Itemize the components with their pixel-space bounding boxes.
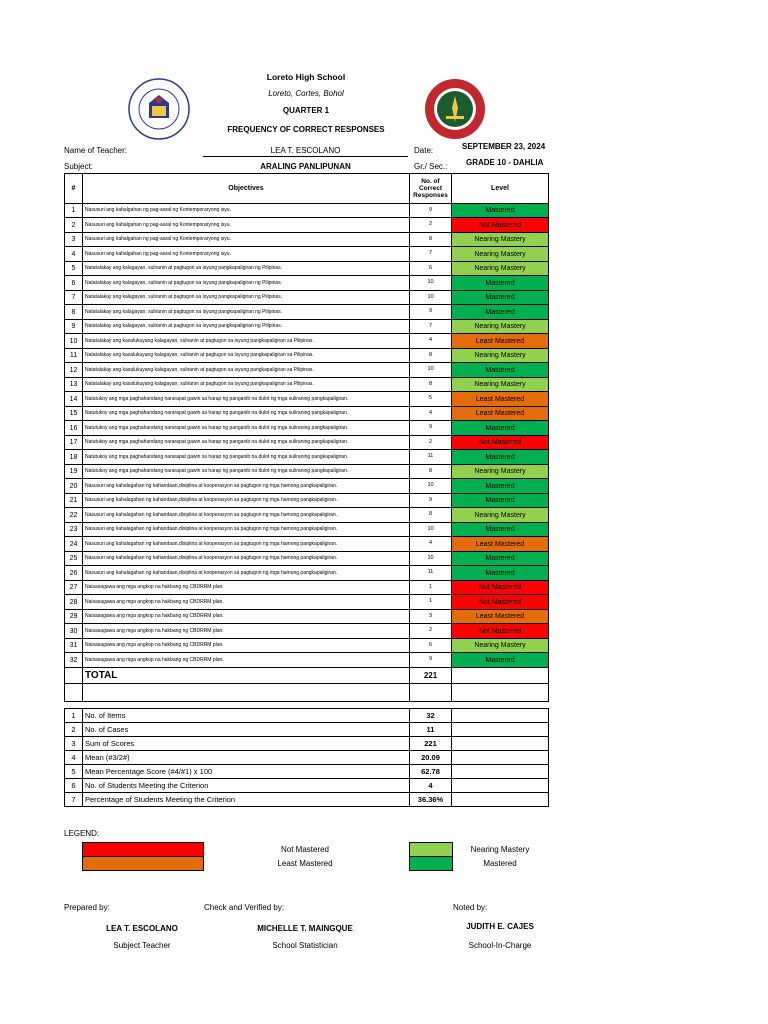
- row-correct: 10: [410, 291, 452, 305]
- stat-number: 6: [65, 779, 83, 793]
- legend-swatch-mastered: [409, 856, 453, 871]
- row-objective: Nasusuri ang kahalagahan ng kahandaan,disiplina at kooperasyon sa pagtugon ng mga hamong pangkapaligiran.: [83, 523, 410, 537]
- row-objective: Naisasagawa ang mga angkop na hakbang ng CBDRRM plan.: [83, 581, 410, 595]
- date-value: SEPTEMBER 23, 2024: [462, 142, 546, 151]
- prepared-role: Subject Teacher: [113, 941, 171, 950]
- table-row: [65, 349, 549, 363]
- table-row: [65, 639, 549, 653]
- table-row: [65, 291, 549, 305]
- legend-mastered-label: Mastered: [483, 859, 517, 868]
- table-row: [65, 320, 549, 334]
- row-number: 25: [65, 552, 83, 566]
- row-level: Mastered: [452, 305, 549, 320]
- stat-value: 36.36%: [410, 793, 452, 807]
- row-objective: Nasusuri ang kahalgahan ng pag-aaral ng Kontemporaryong isyu.: [83, 233, 410, 247]
- row-objective: Natutukoy ang mga paghahandang nararapat gawin sa harap ng panganib na dulot ng mga suliraning pangkapaligiran.: [83, 436, 410, 450]
- date-label: Date:: [414, 146, 434, 155]
- row-number: 2: [65, 218, 83, 233]
- checked-label: Check and Verified by:: [204, 903, 285, 912]
- row-number: 26: [65, 566, 83, 581]
- col-level: Level: [452, 174, 549, 204]
- row-number: 23: [65, 523, 83, 537]
- row-correct: 4: [410, 407, 452, 421]
- row-correct: 8: [410, 508, 452, 523]
- table-row: [65, 552, 549, 566]
- stats-row: [65, 793, 549, 807]
- row-objective: Naisasagawa ang mga angkop na hakbang ng CBDRRM plan.: [83, 610, 410, 624]
- row-objective: Nasusuri ang kahalgahan ng pag-aaral ng Kontemporaryong isyu.: [83, 218, 410, 233]
- row-number: 24: [65, 537, 83, 552]
- row-level: Least Mastered: [452, 407, 549, 421]
- row-level: Nearing Mastery: [452, 465, 549, 479]
- row-correct: 9: [410, 421, 452, 436]
- table-row: [65, 392, 549, 407]
- row-level: Mastered: [452, 479, 549, 494]
- prepared-name: LEA T. ESCOLANO: [106, 924, 178, 933]
- table-row: [65, 204, 549, 218]
- row-level: Least Mastered: [452, 334, 549, 349]
- row-correct: 9: [410, 305, 452, 320]
- stat-label: Sum of Scores: [83, 737, 410, 751]
- row-correct: 8: [410, 349, 452, 363]
- total-label: TOTAL: [83, 668, 410, 684]
- row-objective: Natatalakay ang kalagayan, suliranin at pagtugon sa isyung pangkapaligiran ng Pilipinas.: [83, 262, 410, 276]
- col-number: #: [65, 174, 83, 204]
- stat-number: 7: [65, 793, 83, 807]
- row-level: Nearing Mastery: [452, 262, 549, 276]
- row-number: 5: [65, 262, 83, 276]
- row-objective: Naisasagawa ang mga angkop na hakbang ng CBDRRM plan.: [83, 595, 410, 610]
- row-objective: Natatalakay ang kasalukuyang kalagayan, suliranin at pagtugon sa isyung pangkapaligiran sa Pilipinas.: [83, 334, 410, 349]
- row-correct: 3: [410, 610, 452, 624]
- stats-row: [65, 723, 549, 737]
- row-correct: 1: [410, 581, 452, 595]
- row-correct: 10: [410, 276, 452, 291]
- row-objective: Natutukoy ang mga paghahandang nararapat gawin sa harap ng panganib na dulot ng mga suliraning pangkapaligiran.: [83, 465, 410, 479]
- stats-table: [64, 708, 549, 807]
- teacher-name: LEA T. ESCOLANO: [203, 146, 408, 157]
- row-number: 10: [65, 334, 83, 349]
- row-objective: Nasusuri ang kahalagahan ng kahandaan,disiplina at kooperasyon sa pagtugon ng mga hamong pangkapaligiran.: [83, 479, 410, 494]
- row-level: Least Mastered: [452, 610, 549, 624]
- table-row: [65, 479, 549, 494]
- row-correct: 2: [410, 624, 452, 639]
- row-objective: Nasusuri ang kahalagahan ng kahandaan,disiplina at kooperasyon sa pagtugon ng mga hamong pangkapaligiran.: [83, 537, 410, 552]
- stats-row: [65, 765, 549, 779]
- table-row: [65, 465, 549, 479]
- row-correct: 6: [410, 639, 452, 653]
- stats-row: [65, 709, 549, 723]
- subject-label: Subject:: [64, 162, 93, 171]
- stats-row: [65, 751, 549, 765]
- row-correct: 8: [410, 233, 452, 247]
- responses-table: [64, 173, 549, 702]
- row-level: Mastered: [452, 653, 549, 668]
- row-number: 12: [65, 363, 83, 378]
- table-row: [65, 378, 549, 392]
- table-row: [65, 537, 549, 552]
- row-objective: Nasusuri ang kahalagahan ng kahandaan,disiplina at kooperasyon sa pagtugon ng mga hamong pangkapaligiran.: [83, 494, 410, 508]
- row-number: 21: [65, 494, 83, 508]
- row-number: 11: [65, 349, 83, 363]
- row-correct: 10: [410, 523, 452, 537]
- table-row: [65, 450, 549, 465]
- legend-swatch-not: [82, 842, 204, 857]
- row-objective: Natutukoy ang mga paghahandang nararapat gawin sa harap ng panganib na dulot ng mga suliraning pangkapaligiran.: [83, 450, 410, 465]
- row-level: Not Mastered: [452, 218, 549, 233]
- table-row: [65, 624, 549, 639]
- row-correct: 10: [410, 479, 452, 494]
- row-number: 9: [65, 320, 83, 334]
- stat-label: No. of Students Meeting the Criterion: [83, 779, 410, 793]
- row-number: 30: [65, 624, 83, 639]
- report-title: FREQUENCY OF CORRECT RESPONSES: [227, 125, 385, 134]
- row-number: 15: [65, 407, 83, 421]
- row-objective: Naisasagawa ang mga angkop na hakbang ng CBDRRM plan.: [83, 624, 410, 639]
- table-row: [65, 233, 549, 247]
- row-objective: Natatalakay ang kasalukuyang kalagayan, suliranin at pagtugon sa isyung pangkapaligiran sa Pilipinas.: [83, 349, 410, 363]
- row-level: Least Mastered: [452, 537, 549, 552]
- stat-number: 5: [65, 765, 83, 779]
- table-row: [65, 247, 549, 262]
- quarter: QUARTER 1: [282, 106, 330, 115]
- row-level: Mastered: [452, 291, 549, 305]
- stat-number: 4: [65, 751, 83, 765]
- row-objective: Naisasagawa ang mga angkop na hakbang ng CBDRRM plan.: [83, 653, 410, 668]
- stat-label: Mean Percentage Score (#4/#1) x 100: [83, 765, 410, 779]
- checked-role: School Statistician: [272, 941, 338, 950]
- row-objective: Natatalakay ang kasalukuyang kalagayan, suliranin at pagtugon sa isyung pangkapaligiran sa Pilipinas.: [83, 378, 410, 392]
- row-correct: 11: [410, 450, 452, 465]
- table-row: [65, 595, 549, 610]
- table-row: [65, 494, 549, 508]
- row-level: Not Mastered: [452, 624, 549, 639]
- noted-label: Noted by:: [453, 903, 488, 912]
- table-row: [65, 421, 549, 436]
- checked-name: MICHELLE T. MAINGQUE: [257, 924, 353, 933]
- subject-value: ARALING PANLIPUNAN: [260, 162, 351, 171]
- row-correct: 1: [410, 595, 452, 610]
- row-objective: Nasusuri ang kahalagahan ng kahandaan,disiplina at kooperasyon sa pagtugon ng mga hamong pangkapaligiran.: [83, 566, 410, 581]
- grade-label: Gr./ Sec.:: [414, 162, 448, 171]
- stat-value: 20.09: [410, 751, 452, 765]
- row-correct: 7: [410, 320, 452, 334]
- row-level: Least Mastered: [452, 392, 549, 407]
- table-row: [65, 436, 549, 450]
- row-number: 4: [65, 247, 83, 262]
- row-level: Nearing Mastery: [452, 508, 549, 523]
- col-correct: No. of Correct Responses: [410, 174, 452, 204]
- stats-row: [65, 779, 549, 793]
- table-row: [65, 334, 549, 349]
- row-number: 17: [65, 436, 83, 450]
- grade-value: GRADE 10 - DAHLIA: [466, 158, 544, 167]
- row-level: Mastered: [452, 494, 549, 508]
- row-correct: 8: [410, 378, 452, 392]
- row-level: Not Mastered: [452, 581, 549, 595]
- row-number: 3: [65, 233, 83, 247]
- stats-row: [65, 737, 549, 751]
- row-correct: 9: [410, 204, 452, 218]
- row-correct: 4: [410, 334, 452, 349]
- table-row: [65, 523, 549, 537]
- row-level: Mastered: [452, 204, 549, 218]
- table-row: [65, 276, 549, 291]
- row-number: 13: [65, 378, 83, 392]
- stat-number: 1: [65, 709, 83, 723]
- row-objective: Natutukoy ang mga paghahandang nararapat gawin sa harap ng panganib na dulot ng mga suliraning pangkapaligiran.: [83, 407, 410, 421]
- stat-label: No. of Cases: [83, 723, 410, 737]
- row-level: Mastered: [452, 552, 549, 566]
- row-number: 19: [65, 465, 83, 479]
- stat-label: No. of Items: [83, 709, 410, 723]
- row-number: 7: [65, 291, 83, 305]
- row-number: 32: [65, 653, 83, 668]
- row-level: Mastered: [452, 421, 549, 436]
- row-level: Nearing Mastery: [452, 320, 549, 334]
- row-objective: Nasusuri ang kahalgahan ng pag-aaral ng Kontemporaryong isyu.: [83, 247, 410, 262]
- stat-value: 32: [410, 709, 452, 723]
- row-correct: 9: [410, 494, 452, 508]
- table-row: [65, 305, 549, 320]
- row-correct: 8: [410, 465, 452, 479]
- row-level: Mastered: [452, 523, 549, 537]
- row-objective: Naisasagawa ang mga angkop na hakbang ng CBDRRM plan.: [83, 639, 410, 653]
- row-objective: Natutukoy ang mga paghahandang nararapat gawin sa harap ng panganib na dulot ng mga suliraning pangkapaligiran.: [83, 421, 410, 436]
- row-objective: Natatalakay ang kalagayan, suliranin at pagtugon sa isyung pangkapaligiran ng Pilipinas.: [83, 291, 410, 305]
- row-number: 1: [65, 204, 83, 218]
- row-number: 6: [65, 276, 83, 291]
- legend-swatch-near: [409, 842, 453, 857]
- legend-near-label: Nearing Mastery: [470, 845, 530, 854]
- table-row: [65, 363, 549, 378]
- row-level: Nearing Mastery: [452, 233, 549, 247]
- row-number: 8: [65, 305, 83, 320]
- row-level: Mastered: [452, 276, 549, 291]
- row-correct: 2: [410, 218, 452, 233]
- row-correct: 10: [410, 552, 452, 566]
- stat-label: Percentage of Students Meeting the Criterion: [83, 793, 410, 807]
- school-name: Loreto High School: [266, 72, 346, 82]
- row-number: 20: [65, 479, 83, 494]
- row-number: 22: [65, 508, 83, 523]
- legend-swatch-least: [82, 856, 204, 871]
- row-objective: Natatalakay ang kasalukuyang kalagayan, suliranin at pagtugon sa isyung pangkapaligiran sa Pilipinas.: [83, 363, 410, 378]
- stat-number: 2: [65, 723, 83, 737]
- row-objective: Natatalakay ang kalagayan, suliranin at pagtugon sa isyung pangkapaligiran ng Pilipinas.: [83, 305, 410, 320]
- prepared-label: Prepared by:: [64, 903, 110, 912]
- row-number: 31: [65, 639, 83, 653]
- table-row: [65, 407, 549, 421]
- teacher-label: Name of Teacher:: [64, 146, 127, 155]
- table-row: [65, 566, 549, 581]
- row-number: 28: [65, 595, 83, 610]
- row-number: 29: [65, 610, 83, 624]
- row-objective: Nasusuri ang kahalagahan ng kahandaan,disiplina at kooperasyon sa pagtugon ng mga hamong pangkapaligiran.: [83, 508, 410, 523]
- table-row: [65, 262, 549, 276]
- deped-seal: [128, 78, 190, 140]
- table-row: [65, 653, 549, 668]
- row-objective: Natutukoy ang mga paghahandang nararapat gawin sa harap ng panganib na dulot ng mga suliraning pangkapaligiran.: [83, 392, 410, 407]
- row-level: Not Mastered: [452, 436, 549, 450]
- table-row: [65, 508, 549, 523]
- row-correct: 10: [410, 363, 452, 378]
- row-level: Nearing Mastery: [452, 349, 549, 363]
- row-objective: Natatalakay ang kalagayan, suliranin at pagtugon sa isyung pangkapaligiran ng Pilipinas.: [83, 276, 410, 291]
- col-objectives: Objectives: [83, 174, 410, 204]
- legend-not-label: Not Mastered: [280, 845, 330, 854]
- stat-value: 11: [410, 723, 452, 737]
- stat-value: 221: [410, 737, 452, 751]
- noted-name: JUDITH E. CAJES: [466, 922, 534, 931]
- row-number: 16: [65, 421, 83, 436]
- school-address: Loreto, Cortes, Bohol: [268, 89, 344, 98]
- table-row: [65, 610, 549, 624]
- row-objective: Nasusuri ang kahalagahan ng kahandaan,disiplina at kooperasyon sa pagtugon ng mga hamong pangkapaligiran.: [83, 552, 410, 566]
- stat-value: 62.78: [410, 765, 452, 779]
- row-level: Mastered: [452, 566, 549, 581]
- table-row: [65, 218, 549, 233]
- table-row: [65, 581, 549, 595]
- row-number: 14: [65, 392, 83, 407]
- row-level: Mastered: [452, 363, 549, 378]
- stat-value: 4: [410, 779, 452, 793]
- noted-role: School-In-Charge: [468, 941, 532, 950]
- stat-number: 3: [65, 737, 83, 751]
- row-correct: 7: [410, 247, 452, 262]
- row-correct: 11: [410, 566, 452, 581]
- row-correct: 5: [410, 392, 452, 407]
- legend-title: LEGEND:: [64, 829, 100, 838]
- legend-least-label: Least Mastered: [277, 859, 333, 868]
- lhs-seal: [424, 78, 486, 140]
- row-level: Not Mastered: [452, 595, 549, 610]
- row-level: Nearing Mastery: [452, 378, 549, 392]
- row-correct: 9: [410, 653, 452, 668]
- row-level: Mastered: [452, 450, 549, 465]
- row-correct: 6: [410, 262, 452, 276]
- stat-label: Mean (#3/2#): [83, 751, 410, 765]
- total-value: 221: [410, 668, 452, 684]
- row-correct: 4: [410, 537, 452, 552]
- row-number: 18: [65, 450, 83, 465]
- row-number: 27: [65, 581, 83, 595]
- row-objective: Natatalakay ang kalagayan, suliranin at pagtugon sa isyung pangkapaligiran ng Pilipinas.: [83, 320, 410, 334]
- row-level: Nearing Mastery: [452, 639, 549, 653]
- row-correct: 2: [410, 436, 452, 450]
- row-objective: Nasusuri ang kahalgahan ng pag-aaral ng Kontemporaryong isyu.: [83, 204, 410, 218]
- row-level: Nearing Mastery: [452, 247, 549, 262]
